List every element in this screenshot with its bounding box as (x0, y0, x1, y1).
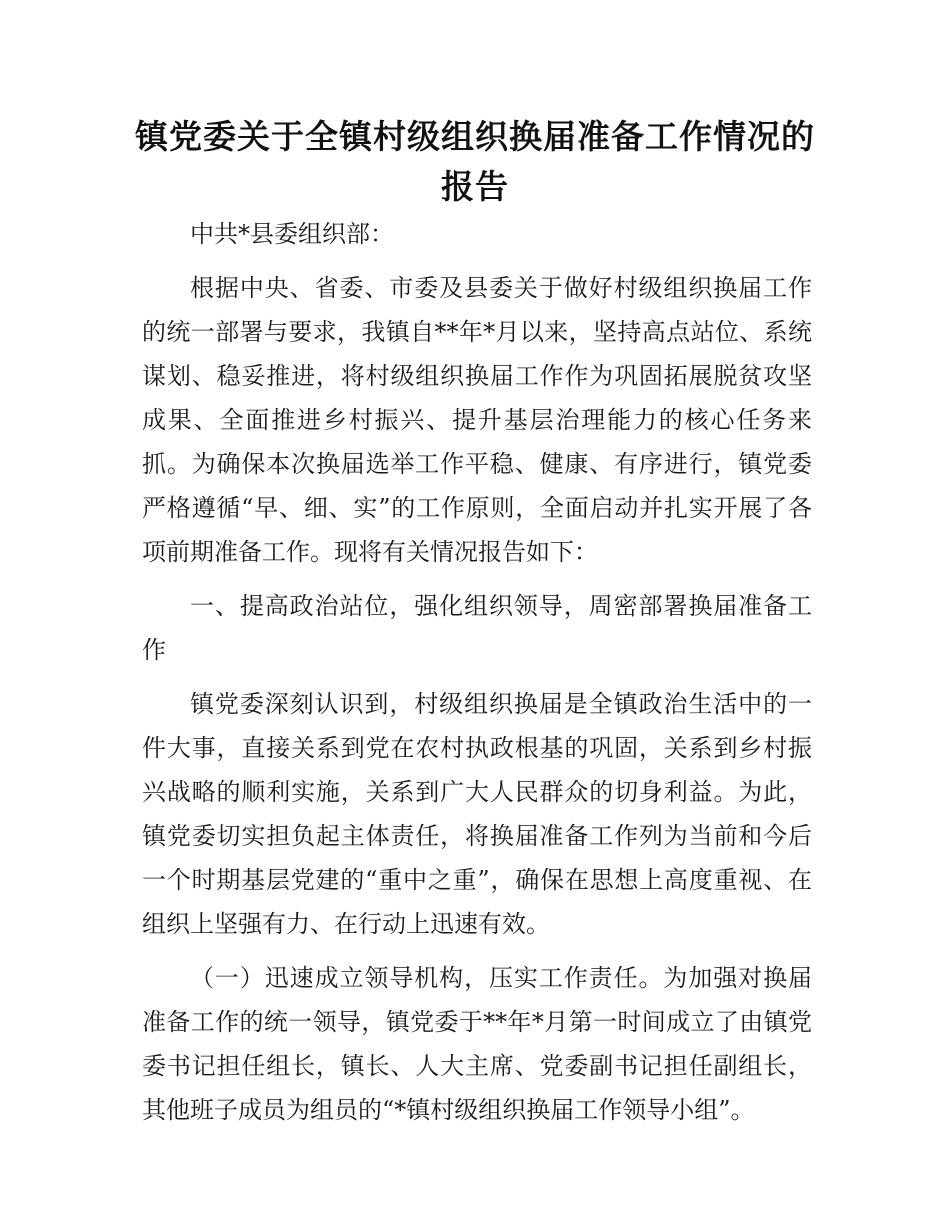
section-heading-1: 一、提高政治站位，强化组织领导，周密部署换届准备工作 (142, 592, 812, 664)
paragraph-intro: 根据中央、省委、市委及县委关于做好村级组织换届工作的统一部署与要求，我镇自**年*月以来，坚持高点站位、系统谋划、稳妥推进，将村级组织换届工作作为巩固拓展脱贫攻坚成果、全面推进乡村振兴、提升基层治理能力的核心任务来抓。为确保本次换届选举工作平稳、健康、有序进行，镇党委严格遵循“早、细、实”的工作原则，全面启动并扎实开展了各项前期准备工作。现将有关情况报告如下： (142, 274, 812, 566)
paragraph-subsection-1: （一）迅速成立领导机构，压实工作责任。为加强对换届准备工作的统一领导，镇党委于**年*月第一时间成立了由镇党委书记担任组长，镇长、人大主席、党委副书记担任副组长，其他班子成员为组员的“*镇村级组织换届工作领导小组”。 (142, 964, 812, 1124)
document-title: 镇党委关于全镇村级组织换届准备工作情况的报告 (135, 117, 815, 206)
document-body (142, 212, 812, 1142)
salutation: 中共*县委组织部： (190, 220, 394, 248)
paragraph-section-1: 镇党委深刻认识到，村级组织换届是全镇政治生活中的一件大事，直接关系到党在农村执政根基的巩固，关系到乡村振兴战略的顺利实施，关系到广大人民群众的切身利益。为此，镇党委切实担负起主体责任，将换届准备工作列为当前和今后一个时期基层党建的“重中之重”，确保在思想上高度重视、在组织上坚强有力、在行动上迅速有效。 (142, 690, 812, 938)
